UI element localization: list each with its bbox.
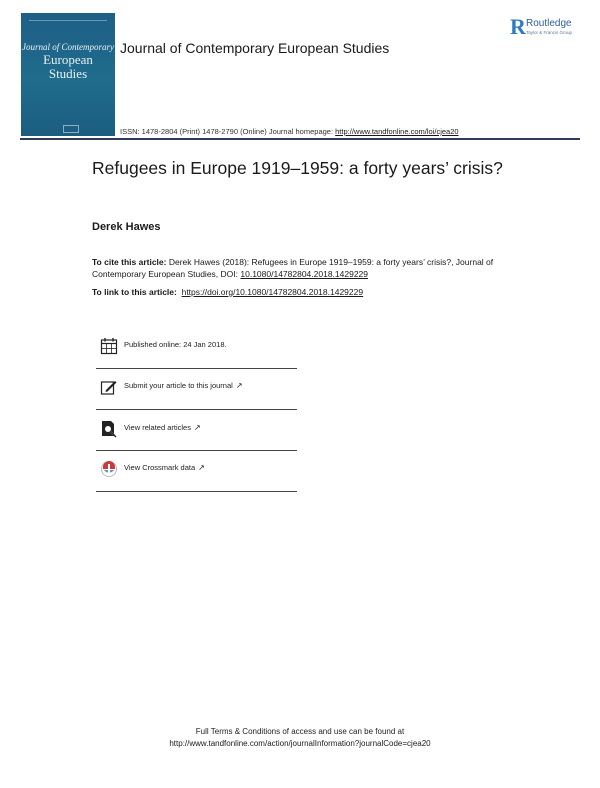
crossmark-link[interactable]: [96, 458, 296, 499]
terms-link[interactable]: http://www.tandfonline.com/action/journalInformation?journalCode=cjea20: [169, 739, 431, 748]
search-document-icon: [100, 420, 118, 438]
action-divider: [96, 491, 297, 492]
article-link-block: [92, 287, 363, 297]
external-link-icon: ↗: [235, 381, 243, 390]
journal-homepage-link[interactable]: http://www.tandfonline.com/loi/cjea20: [335, 127, 459, 136]
footer-terms: [0, 726, 600, 750]
article-doi-link[interactable]: https://doi.org/10.1080/14782804.2018.1429229: [181, 287, 364, 297]
cover-title-small: Journal of Contemporary: [22, 42, 114, 52]
cover-title-large-1: European: [43, 52, 93, 67]
footer-line-1: Full Terms & Conditions of access and use can be found at: [195, 727, 405, 736]
published-online-item: [96, 335, 296, 376]
issn-line: [120, 127, 459, 136]
action-divider: [96, 409, 297, 410]
citation-label: To cite this article:: [92, 257, 167, 267]
cover-title-large-2: Studies: [48, 66, 88, 81]
cover-publisher-mark: [63, 125, 79, 133]
crossmark-text: View Crossmark data: [124, 463, 196, 472]
journal-cover-image: [21, 13, 115, 136]
article-title: Refugees in Europe 1919–1959: a forty years’ crisis?: [92, 158, 503, 178]
publisher-name: Routledge: [526, 18, 572, 29]
action-divider: [96, 368, 297, 369]
issn-text: ISSN: 1478-2804 (Print) 1478-2790 (Online) Journal homepage:: [120, 127, 334, 136]
header-divider: [20, 138, 580, 140]
submit-article-text: Submit your article to this journal: [124, 381, 233, 390]
journal-title: Journal of Contemporary European Studies: [120, 40, 390, 56]
calendar-icon: [100, 337, 118, 355]
citation-block: [92, 256, 532, 280]
published-online-text: Published online: 24 Jan 2018.: [124, 340, 227, 349]
crossmark-icon: [100, 460, 118, 478]
publisher-logo: [510, 16, 590, 42]
article-link-label: To link to this article:: [92, 287, 177, 297]
related-articles-text: View related articles: [124, 423, 191, 432]
citation-doi-link[interactable]: 10.1080/14782804.2018.1429229: [240, 269, 369, 279]
article-author: Derek Hawes: [92, 221, 161, 233]
publisher-tagline: Taylor & Francis Group: [526, 30, 573, 35]
edit-icon: [100, 378, 118, 396]
citation-text: Derek Hawes (2018): Refugees in Europe 1919–1959: a forty years’ crisis?, Journal of Contemporary European Studies, DOI:: [92, 257, 494, 279]
cover-rule: [29, 20, 107, 24]
related-articles-link[interactable]: [96, 418, 296, 459]
external-link-icon: ↗: [198, 463, 205, 472]
action-divider: [96, 450, 297, 451]
publisher-logo-icon: R: [510, 14, 526, 39]
submit-article-link[interactable]: [96, 376, 296, 417]
external-link-icon: ↗: [193, 423, 201, 432]
